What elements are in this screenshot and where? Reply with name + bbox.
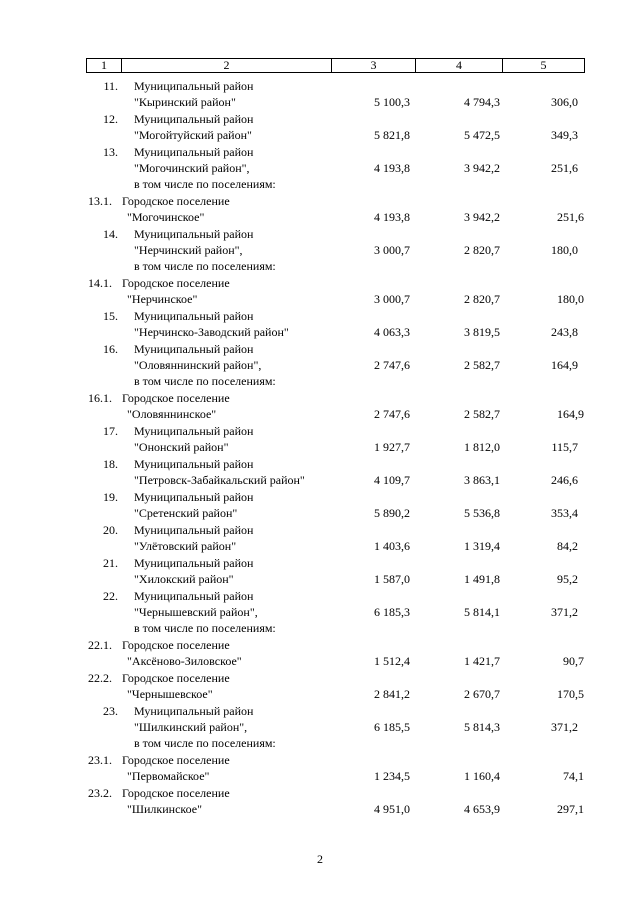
value-col-4: 2 582,7	[464, 407, 500, 421]
value-col-3: 3 000,7	[374, 243, 410, 257]
value-col-3: 4 193,8	[374, 210, 410, 224]
value-col-4: 4 653,9	[464, 802, 500, 816]
row-name-line: "Шилкинское"	[127, 802, 203, 816]
row-number: 16.	[103, 342, 118, 356]
row-name: Городское поселение	[122, 786, 230, 800]
value-col-3: 3 000,7	[374, 292, 410, 306]
row-name-line: "Кыринский район"	[134, 95, 236, 109]
value-col-3: 6 185,3	[374, 605, 410, 619]
row-name: Муниципальный район	[134, 556, 254, 570]
value-col-3: 1 512,4	[374, 654, 410, 668]
row-name-line: в том числе по поселениям:	[134, 736, 276, 750]
row-name: Городское поселение	[122, 753, 230, 767]
value-col-4: 3 863,1	[464, 473, 500, 487]
value-col-5: 251,6	[557, 210, 584, 224]
value-col-4: 1 812,0	[464, 440, 500, 454]
row-number: 14.1.	[88, 276, 112, 290]
value-col-4: 1 491,8	[464, 572, 500, 586]
value-col-4: 1 160,4	[464, 769, 500, 783]
row-name-line: "Первомайское"	[127, 769, 210, 783]
value-col-3: 4 109,7	[374, 473, 410, 487]
value-col-4: 5 814,3	[464, 720, 500, 734]
row-name: Муниципальный район	[134, 79, 254, 93]
row-number: 23.1.	[88, 753, 112, 767]
row-number: 19.	[103, 490, 118, 504]
row-name-line: "Могочинский район",	[134, 161, 250, 175]
value-col-3: 1 403,6	[374, 539, 410, 553]
row-name: Муниципальный район	[134, 424, 254, 438]
value-col-4: 3 942,2	[464, 161, 500, 175]
row-name: Муниципальный район	[134, 457, 254, 471]
row-number: 13.1.	[88, 194, 112, 208]
value-col-3: 4 063,3	[374, 325, 410, 339]
row-name-line: "Могочинское"	[127, 210, 205, 224]
value-col-3: 5 100,3	[374, 95, 410, 109]
row-number: 22.2.	[88, 671, 112, 685]
row-number: 21.	[103, 556, 118, 570]
row-number: 14.	[103, 227, 118, 241]
row-name: Муниципальный район	[134, 490, 254, 504]
row-name: Муниципальный район	[134, 589, 254, 603]
value-col-5: 115,7	[551, 440, 578, 454]
value-col-5: 297,1	[557, 802, 584, 816]
row-name-line: "Сретенский район"	[134, 506, 238, 520]
row-number: 22.	[103, 589, 118, 603]
value-col-4: 2 820,7	[464, 292, 500, 306]
row-name: Муниципальный район	[134, 342, 254, 356]
row-name-line: "Чернышевское"	[127, 687, 213, 701]
value-col-4: 5 472,5	[464, 128, 500, 142]
value-col-5: 243,8	[551, 325, 578, 339]
value-col-3: 2 747,6	[374, 407, 410, 421]
value-col-3: 5 821,8	[374, 128, 410, 142]
row-name: Муниципальный район	[134, 523, 254, 537]
value-col-5: 90,7	[563, 654, 584, 668]
value-col-4: 1 319,4	[464, 539, 500, 553]
row-number: 12.	[103, 112, 118, 126]
value-col-3: 4 951,0	[374, 802, 410, 816]
value-col-4: 2 670,7	[464, 687, 500, 701]
value-col-3: 1 234,5	[374, 769, 410, 783]
row-name-line: "Шилкинский район",	[134, 720, 248, 734]
value-col-3: 4 193,8	[374, 161, 410, 175]
row-name-line: "Нерчинское"	[127, 292, 198, 306]
value-col-5: 349,3	[551, 128, 578, 142]
row-number: 11.	[103, 79, 118, 93]
value-col-5: 164,9	[557, 407, 584, 421]
value-col-5: 164,9	[551, 358, 578, 372]
value-col-4: 2 820,7	[464, 243, 500, 257]
value-col-5: 371,2	[551, 720, 578, 734]
value-col-4: 5 814,1	[464, 605, 500, 619]
row-number: 17.	[103, 424, 118, 438]
row-name: Городское поселение	[122, 194, 230, 208]
value-col-4: 3 942,2	[464, 210, 500, 224]
value-col-3: 2 841,2	[374, 687, 410, 701]
row-name-line: в том числе по поселениям:	[134, 621, 276, 635]
value-col-5: 95,2	[557, 572, 578, 586]
row-name: Муниципальный район	[134, 145, 254, 159]
value-col-3: 2 747,6	[374, 358, 410, 372]
value-col-5: 180,0	[557, 292, 584, 306]
value-col-5: 180,0	[551, 243, 578, 257]
value-col-3: 1 587,0	[374, 572, 410, 586]
row-name-line: в том числе по поселениям:	[134, 177, 276, 191]
row-number: 20.	[103, 523, 118, 537]
row-number: 16.1.	[88, 391, 112, 405]
header-cell-4: 4	[415, 58, 503, 73]
header-cell-5: 5	[502, 58, 585, 73]
header-cell-3: 3	[331, 58, 416, 73]
value-col-4: 2 582,7	[464, 358, 500, 372]
row-name-line: "Могойтуйский район"	[134, 128, 252, 142]
row-name-line: "Нерчинско-Заводский район"	[134, 325, 289, 339]
value-col-5: 170,5	[557, 687, 584, 701]
row-number: 23.	[103, 704, 118, 718]
row-name: Муниципальный район	[134, 704, 254, 718]
row-name-line: "Оловяннинское"	[127, 407, 217, 421]
value-col-3: 5 890,2	[374, 506, 410, 520]
row-name-line: "Чернышевский район",	[134, 605, 258, 619]
row-name-line: "Нерчинский район",	[134, 243, 243, 257]
row-name: Городское поселение	[122, 638, 230, 652]
value-col-5: 84,2	[557, 539, 578, 553]
value-col-5: 74,1	[563, 769, 584, 783]
row-name-line: "Петровск-Забайкальский район"	[134, 473, 305, 487]
row-name-line: в том числе по поселениям:	[134, 374, 276, 388]
row-number: 22.1.	[88, 638, 112, 652]
row-number: 13.	[103, 145, 118, 159]
row-name: Муниципальный район	[134, 309, 254, 323]
row-name: Городское поселение	[122, 671, 230, 685]
value-col-5: 246,6	[551, 473, 578, 487]
row-name-line: "Ононский район"	[134, 440, 229, 454]
page-number: 2	[317, 852, 323, 866]
value-col-3: 1 927,7	[374, 440, 410, 454]
value-col-4: 5 536,8	[464, 506, 500, 520]
value-col-5: 306,0	[551, 95, 578, 109]
row-number: 23.2.	[88, 786, 112, 800]
header-cell-2: 2	[121, 58, 332, 73]
row-name-line: "Аксёново-Зиловское"	[127, 654, 242, 668]
value-col-5: 251,6	[551, 161, 578, 175]
row-name: Городское поселение	[122, 276, 230, 290]
row-name-line: "Оловяннинский район",	[134, 358, 262, 372]
row-name: Муниципальный район	[134, 227, 254, 241]
value-col-3: 6 185,5	[374, 720, 410, 734]
row-name-line: "Хилокский район"	[134, 572, 234, 586]
row-name: Городское поселение	[122, 391, 230, 405]
row-name-line: "Улётовский район"	[134, 539, 237, 553]
header-cell-1: 1	[86, 58, 122, 73]
value-col-5: 353,4	[551, 506, 578, 520]
row-name-line: в том числе по поселениям:	[134, 259, 276, 273]
value-col-5: 371,2	[551, 605, 578, 619]
row-number: 15.	[103, 309, 118, 323]
row-number: 18.	[103, 457, 118, 471]
value-col-4: 3 819,5	[464, 325, 500, 339]
value-col-4: 1 421,7	[464, 654, 500, 668]
row-name: Муниципальный район	[134, 112, 254, 126]
value-col-4: 4 794,3	[464, 95, 500, 109]
